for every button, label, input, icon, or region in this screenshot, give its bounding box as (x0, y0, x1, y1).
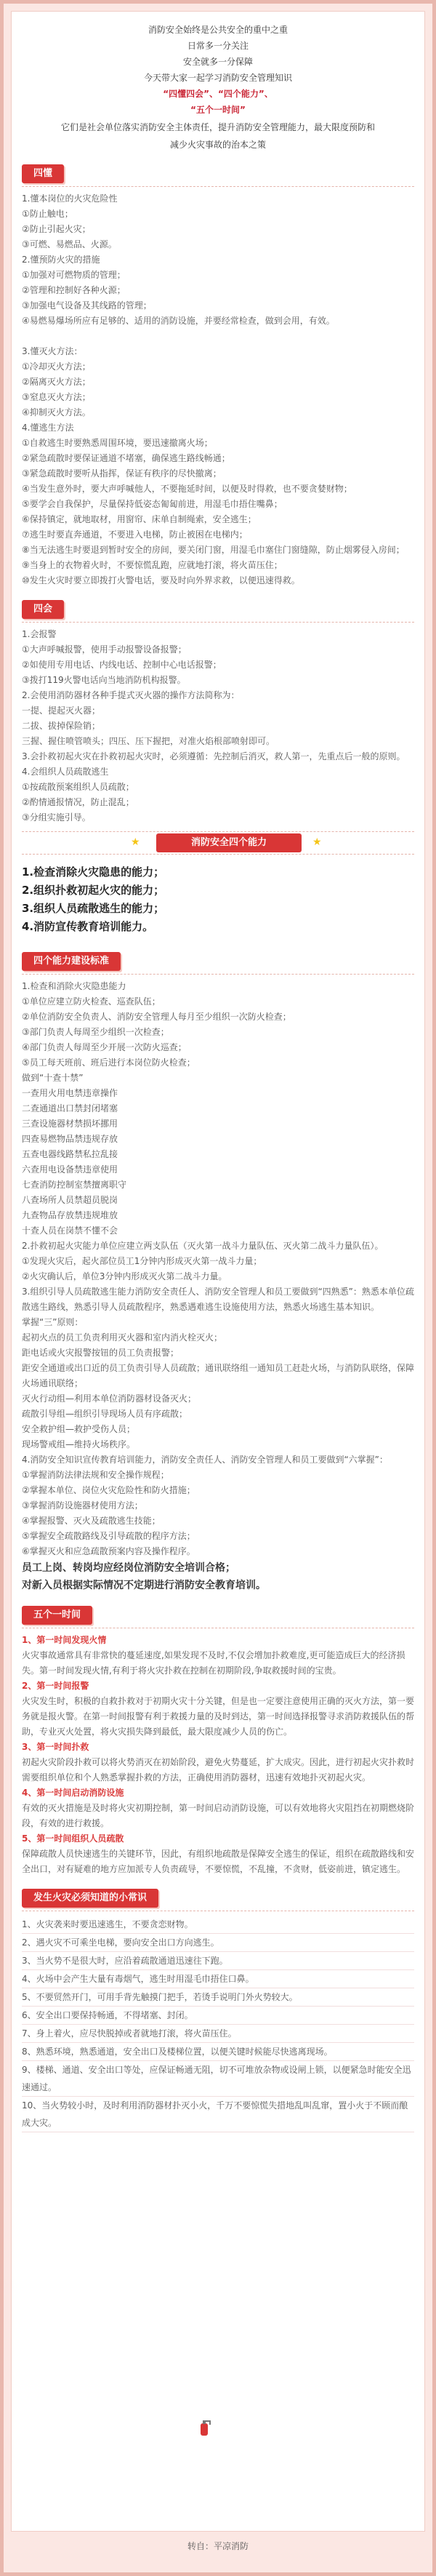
text-line: ②火灾确认后，单位3分钟内形成灭火第二战斗力量。 (22, 1271, 227, 1281)
section-head-tips (22, 1889, 414, 1911)
text-line: 2.扑救初起火灾能力单位应建立两支队伍（灭火第一战斗力量队伍、灭火第二战斗力量队伍）。 (22, 1241, 384, 1251)
text-line: ⑧当无法逃生时要退到暂时安全的房间，要关闭门窗，用湿毛巾塞住门窗缝隙，防止烟雾侵入房间； (22, 545, 405, 555)
five-item-text: 火灾发生时，积极的自救扑救对于初期火灾十分关键，但是也一定要注意使用正确的灭火方法，第一要务就是报火警。在第一时间报警有利于救援力量的及时到达，第一时间选择报警寻求消防救援队伍的帮助，专业灭火处置，将火灾损失降到最低，最大限度减少人员的伤亡。 (22, 1696, 415, 1737)
section-title-standard: 四个能力建设标准 (22, 952, 121, 971)
star-icon: ★ (131, 836, 140, 848)
text-line: 1、火灾袭来时要迅速逃生，不要贪恋财物。 (22, 1916, 414, 1934)
text-line: 1.检查和消除火灾隐患能力 (22, 981, 126, 991)
text-line: ⑤掌握安全疏散路线及引导疏散的程序方法； (22, 1531, 195, 1541)
text-line: ④掌握报警、灭火及疏散逃生技能； (22, 1516, 161, 1526)
intro-highlight: “五个一时间” (190, 105, 246, 115)
text-line: ⑦逃生时要直奔通道，不要进入电梯，防止被困在电梯内； (22, 529, 248, 540)
text-line: ⑤要学会自我保护，尽量保持低姿态匍匐前进，用湿毛巾捂住嘴鼻； (22, 499, 283, 509)
text-line: 1.检查消除火灾隐患的能力； (22, 865, 165, 879)
text-line: ①防止触电； (22, 209, 73, 219)
text-line: 5、不要贸然开门，可用手背先触摸门把手，若烫手说明门外火势较大。 (22, 1988, 414, 2007)
star-icon: ★ (312, 836, 322, 848)
section-title-tips: 发生火灾必须知道的小常识 (22, 1889, 158, 1908)
intro (12, 12, 424, 153)
text-line: ②管理和控制好各种火源； (22, 285, 126, 295)
section-head-standard (22, 952, 414, 975)
five-item-heading: 2、第一时间报警 (22, 1681, 89, 1691)
text-line: ①按疏散预案组织人员疏散； (22, 782, 134, 792)
text-line: 1.会报警 (22, 629, 57, 639)
text-line: ①冷却灭火方法； (22, 361, 91, 372)
five-item-heading: 4、第一时间启动消防设施 (22, 1788, 124, 1798)
text-line: 三握、握住喷管喷头；四压、压下握把，对准火焰根部喷射即可。 (22, 736, 275, 746)
text-line: 2.组织扑救初起火灾的能力； (22, 884, 165, 897)
five-item-text: 保障疏散人员快速逃生的关键环节，因此，有组织地疏散是保障安全逃生的保证，组织在疏散路线和安全出口，对有疑难的地方应加派专人负责疏导，不要惊慌，不乱撞，不贪财，低姿前进，镇定逃生。 (22, 1849, 415, 1874)
text-line: ④当发生意外时，要大声呼喊他人，不要拖延时间，以便及时得救，也不要贪婪财物； (22, 484, 352, 494)
section-head-sidong (22, 164, 414, 187)
text-line: ①发现火灾后，起火部位员工1分钟内形成灭火第一战斗力量； (22, 1256, 262, 1266)
text-line: 3.会扑救初起火灾在扑救初起火灾时，必须遵循：先控制后消灭，救人第一，先重点后一般的原则。 (22, 751, 405, 761)
footer (4, 2532, 432, 2561)
text-line: ①大声呼喊报警，使用手动报警设备报警； (22, 644, 187, 655)
text-line: 2.懂预防火灾的措施 (22, 255, 100, 265)
text-line: ③可燃、易燃品、火源。 (22, 239, 117, 249)
text-line: ⑥掌握灭火和应急疏散预案内容及操作程序。 (22, 1546, 195, 1556)
text-line: ③窒息灭火方法； (22, 392, 91, 402)
text-line: ②防止引起火灾； (22, 224, 91, 234)
text-line: 四查易燃物品禁违规存放 (22, 1134, 118, 1144)
text-line: ②酌情通报情况，防止混乱； (22, 797, 134, 807)
footer-source: 转自：平凉消防 (187, 2541, 249, 2551)
text-line: ③部门负责人每周至少组织一次检查； (22, 1027, 169, 1037)
text-line: 7、身上着火，应尽快脱掉或者就地打滚，将火苗压住。 (22, 2025, 414, 2043)
text-line: 对新入员根据实际情况不定期进行消防安全教育培训。 (22, 1580, 266, 1591)
text-line: 距安全通道或出口近的员工负责引导人员疏散；通讯联络组一通知员工赶赴火场，与消防队联络，保障火场通讯联络； (22, 1363, 415, 1388)
text-line: 4.懂逃生方法 (22, 423, 74, 433)
tips-list (12, 1916, 424, 2132)
text-line: ⑤员工每天班前、班后进行本岗位防火检查； (22, 1057, 195, 1068)
intro-desc: 它们是社会单位落实消防安全主体责任，提升消防安全管理能力，最大限度预防和 (60, 122, 375, 132)
text-line: ③紧急疏散时要听从指挥，保证有秩序的尽快撤离； (22, 468, 222, 479)
section-title-sihui: 四会 (22, 600, 64, 619)
text-line: 二拔、拔掉保险销； (22, 721, 101, 731)
text-line: ④易燃易爆场所应有足够的、适用的消防设施，并要经常检查，做到会用，有效。 (22, 316, 335, 326)
text-line: 现场警戒组—维持火场秩序。 (22, 1439, 136, 1449)
text-line: ②单位消防安全负责人、消防安全管理人每月至少组织一次防火检查； (22, 1012, 291, 1022)
text-line: 五查电器线路禁私拉乱接 (22, 1149, 118, 1159)
text-line: 八查场所人员禁超员脱岗 (22, 1195, 118, 1205)
text-line: ②隔离灭火方法； (22, 377, 91, 387)
text-line: 3.懂灭火方法： (22, 346, 83, 356)
text-line: ①单位应建立防火检查、巡查队伍； (22, 996, 161, 1007)
text-line: 距电话或火灾报警按钮的员工负责报警； (22, 1348, 179, 1358)
five-item-heading: 3、第一时间扑救 (22, 1742, 89, 1752)
section-head-five (22, 1606, 414, 1628)
text-line: 做到“十查十禁” (22, 1073, 84, 1083)
text-line: ③分组实施引导。 (22, 812, 91, 823)
intro-line: 日常多一分关注 (187, 41, 249, 51)
five-item-text: 火灾事故通常具有非常快的蔓延速度,如果发现不及时,不仅会增加扑救难度,更可能造成巨大的经济损失。第一时间发现火情,有利于将火灾扑救在控制在初期阶段,争取救援时间的宝贵。 (22, 1650, 405, 1676)
text-line: 掌握“三”原则： (22, 1317, 84, 1327)
sihui-list (12, 627, 424, 825)
text-line: ②如使用专用电话、内线电话、控制中心电话报警； (22, 660, 222, 670)
text-line: ③拨打119火警电话向当地消防机构报警。 (22, 675, 186, 685)
intro-highlight: “四懂四会”、“四个能力”、 (163, 89, 273, 99)
text-line: 七查消防控制室禁擅离职守 (22, 1180, 127, 1190)
text-line: 4.会组织人员疏散逃生 (22, 767, 109, 777)
intro-line: 安全就多一分保障 (182, 57, 253, 67)
text-line: ④抑制灭火方法。 (22, 407, 91, 417)
text-line: 九查物品存放禁违规堆放 (22, 1210, 118, 1220)
text-line: 六查用电设备禁违章使用 (22, 1164, 118, 1175)
text-line: 起初火点的员工负责利用灭火器和室内消火栓灭火； (22, 1332, 223, 1343)
text-line: ④部门负责人每周至少开展一次防火巡查； (22, 1042, 187, 1052)
section-head-sihui (22, 600, 414, 623)
text-line: 8、熟悉环境，熟悉通道，安全出口及楼梯位置，以便关键时候能尽快逃离现场。 (22, 2043, 414, 2061)
banner-four-ability (22, 831, 414, 855)
text-line: 一查用火用电禁违章操作 (22, 1088, 118, 1098)
text-line: 灭火行动组—利用本单位消防器材设备灭火； (22, 1393, 197, 1404)
text-line: 10、当火势较小时，及时利用消防器材扑灭小火，千万不要惊慌失措地乱叫乱窜，置小火于不顾而酿成大灾。 (22, 2097, 414, 2132)
text-line: 3.组织引导人员疏散逃生能力消防安全责任人、消防安全管理人和员工要做到“四熟悉”：熟悉本单位疏散逃生路线，熟悉引导人员疏散程序，熟悉遇难逃生设施使用方法，熟悉火场逃生基本知识。 (22, 1287, 414, 1312)
five-list (12, 1633, 424, 1877)
section-title-sidong: 四懂 (22, 164, 64, 183)
text-line: 1.懂本岗位的火灾危险性 (22, 193, 118, 204)
text-line: ⑥保持镇定，就地取材，用窗帘、床单自制绳索，安全逃生； (22, 514, 257, 524)
text-line: ⑨当身上的衣物着火时，不要惊慌乱跑，应就地打滚，将火苗压住； (22, 560, 283, 570)
text-line: 3.组织人员疏散逃生的能力； (22, 902, 165, 915)
text-line: ②紧急疏散时要保证通道不堵塞，确保逃生路线畅通； (22, 453, 230, 463)
text-line: ⑩发生火灾时要立即拨打火警电话，要及时向外界求救，以便迅速得救。 (22, 575, 300, 585)
text-line: 员工上岗、转岗均应经岗位消防安全培训合格； (22, 1562, 235, 1574)
fire-extinguisher-icon (197, 2419, 211, 2436)
text-line: ③加强电气设备及其线路的管理； (22, 300, 152, 311)
banner-title: 消防安全四个能力 (156, 833, 302, 852)
text-line: 9、楼梯、通道、安全出口等处，应保证畅通无阻，切不可堆放杂物或设闸上锁，以便紧急时能安全迅速通过。 (22, 2061, 414, 2097)
text-line: 2.会使用消防器材各种手提式灭火器的操作方法简称为： (22, 690, 240, 700)
text-line: 十查人员在岗禁不懂不会 (22, 1225, 118, 1236)
text-line: 4.消防安全知识宣传教育培训能力，消防安全责任人、消防安全管理人和员工要做到“六掌握”： (22, 1455, 388, 1465)
text-line: 疏散引导组—组织引导现场人员有序疏散； (22, 1409, 188, 1419)
ability-list (12, 860, 424, 940)
text-line: 三查设施器材禁损坏挪用 (22, 1119, 118, 1129)
intro-line: 今天带大家一起学习消防安全管理知识 (143, 73, 292, 83)
article-paper (11, 11, 425, 2532)
text-line: 4.消防宣传教育培训能力。 (22, 920, 154, 933)
five-item-text: 初起火灾阶段扑救可以将火势消灭在初始阶段，避免火势蔓延，扩大成灾。因此，进行初起火灾扑救时需要组织单位和个人熟悉掌握扑救的方法，正确使用消防器材，迅速有效地扑灭初起火灾。 (22, 1757, 415, 1783)
intro-line: 消防安全始终是公共安全的重中之重 (148, 25, 288, 35)
five-item-text: 有效的灭火措施是及时将火灾初期控制，第一时间启动消防设施，可以有效地将火灾阻挡在初期燃烧阶段，有效的进行救援。 (22, 1803, 415, 1828)
section-title-five: 五个一时间 (22, 1606, 92, 1625)
intro-desc: 减少火灾事故的治本之策 (169, 140, 266, 150)
text-line: 4、火场中会产生大量有毒烟气，逃生时用湿毛巾捂住口鼻。 (22, 1970, 414, 1988)
five-item-heading: 1、第一时间发现火情 (22, 1635, 107, 1645)
text-line: ①自救逃生时要熟悉周围环境，要迅速撤离火场； (22, 438, 213, 448)
standard-list (12, 979, 424, 1594)
text-line: ③掌握消防设施器材使用方法； (22, 1500, 143, 1511)
text-line: 6、安全出口要保持畅通，不得堵塞、封闭。 (22, 2007, 414, 2025)
text-line: ①加强对可燃物质的管理； (22, 270, 126, 280)
text-line: 2、遇火灾不可乘坐电梯，要向安全出口方向逃生。 (22, 1934, 414, 1952)
text-line: ②掌握本单位、岗位火灾危险性和防火措施； (22, 1485, 195, 1495)
five-item-heading: 5、第一时间组织人员疏散 (22, 1833, 124, 1844)
text-line: ①掌握消防法律法规和安全操作规程； (22, 1470, 169, 1480)
text-line: 安全救护组—救护受伤人员； (22, 1424, 136, 1434)
text-line: 一提、提起灭火器； (22, 705, 101, 716)
text-line: 二查通道出口禁封闭堵塞 (22, 1103, 118, 1113)
text-line: 3、当火势不是很大时，应沿着疏散通道迅速往下跑。 (22, 1952, 414, 1970)
sidong-list (12, 191, 424, 588)
text-line (22, 329, 414, 344)
